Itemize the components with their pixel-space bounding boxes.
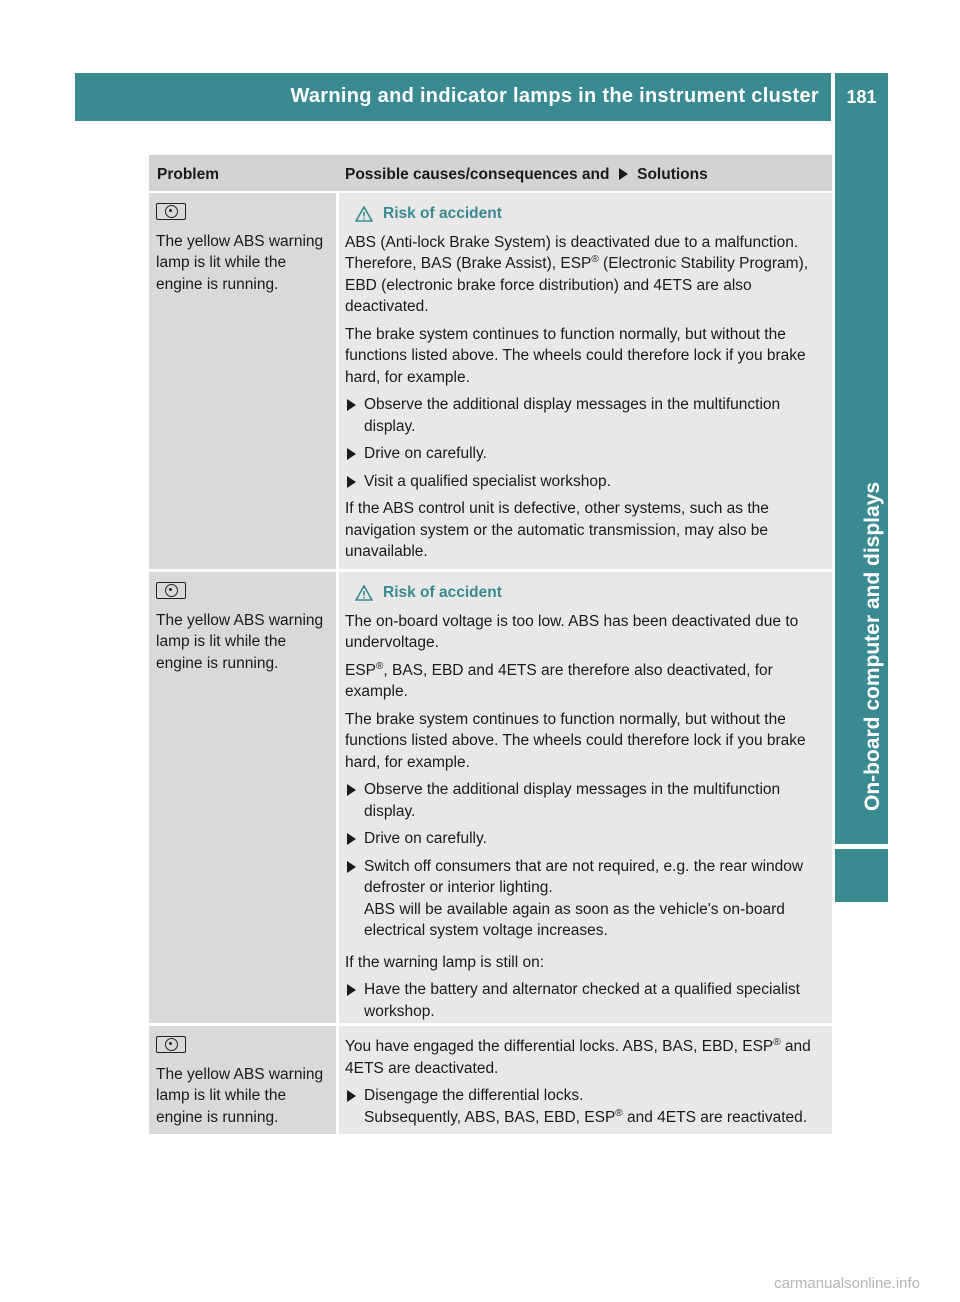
section-header-bar <box>75 73 831 121</box>
instruction-step <box>345 471 826 493</box>
problem-text: The yellow ABS warning lamp is lit while the engine is running. <box>156 611 324 672</box>
instruction-step <box>345 779 826 822</box>
instruction-step <box>345 443 826 465</box>
registered-mark: ® <box>591 253 599 265</box>
column-header-solutions-tail: Solutions <box>637 166 708 183</box>
watermark: carmanualsonline.info <box>774 1275 920 1292</box>
step-arrow-icon <box>347 861 356 873</box>
step-note-text: Subsequently, ABS, BAS, EBD, ESP <box>364 1108 616 1126</box>
warning-triangle-icon <box>355 206 373 222</box>
step-text: Drive on carefully. <box>364 830 487 847</box>
step-arrow-icon <box>347 1090 356 1102</box>
solution-cell <box>339 1026 832 1134</box>
registered-mark: ® <box>615 1107 623 1119</box>
instruction-step <box>345 979 826 1022</box>
column-header-problem: Problem <box>157 166 220 183</box>
consequence-paragraph: The brake system continues to function normally, but without the functions listed above. The wheels could therefore lock if you brake hard, for example. <box>345 325 806 386</box>
note-paragraph: If the ABS control unit is defective, other systems, such as the navigation system or the automatic transmission, may also be unavailable. <box>345 500 769 560</box>
warning-lamp-table <box>149 155 832 1134</box>
condition-paragraph: If the warning lamp is still on: <box>345 953 545 971</box>
step-text: Have the battery and alternator checked at a qualified specialist workshop. <box>364 981 800 1020</box>
risk-warning <box>355 203 826 225</box>
step-arrow-icon <box>347 448 356 460</box>
column-header-solutions <box>339 155 832 191</box>
cause-text-tail: (Electronic Stability Program), EBD (electronic brake force distribution) and 4ETS are also deactivated. <box>345 255 809 315</box>
registered-mark: ® <box>376 660 384 672</box>
problem-cell <box>149 1026 336 1134</box>
cause-paragraph <box>345 1036 826 1079</box>
problem-cell <box>149 572 336 1023</box>
table-header <box>149 155 832 193</box>
solution-cell <box>339 193 832 569</box>
step-text: Drive on carefully. <box>364 445 487 462</box>
step-arrow-icon <box>347 476 356 488</box>
arrow-icon <box>619 168 628 180</box>
table-row <box>149 193 832 572</box>
problem-text: The yellow ABS warning lamp is lit while the engine is running. <box>156 1065 324 1126</box>
step-note-text: ABS will be available again as soon as the vehicle's on-board electrical system voltage increases. <box>364 900 785 939</box>
chapter-side-tab <box>835 121 888 844</box>
section-title: Warning and indicator lamps in the instrument cluster <box>290 85 819 107</box>
cause-paragraph <box>345 232 826 318</box>
step-main-text: Disengage the differential locks. <box>364 1087 584 1104</box>
registered-mark: ® <box>773 1036 781 1048</box>
page-number: 181 <box>846 87 877 107</box>
problem-text: The yellow ABS warning lamp is lit while the engine is running. <box>156 232 324 293</box>
step-arrow-icon <box>347 984 356 996</box>
step-arrow-icon <box>347 784 356 796</box>
table-row <box>149 1026 832 1134</box>
cause-paragraph: The on-board voltage is too low. ABS has been deactivated due to undervoltage. <box>345 612 799 651</box>
risk-warning <box>355 582 826 604</box>
step-arrow-icon <box>347 833 356 845</box>
side-marker-square <box>835 849 888 902</box>
table-row <box>149 572 832 1026</box>
step-main-text: Switch off consumers that are not required, e.g. the rear window defroster or interior lighting. <box>364 857 804 896</box>
instruction-step <box>345 394 826 437</box>
note-paragraph: The brake system continues to function normally, but without the functions listed above. The wheels could therefore lock if you brake hard, for example. <box>345 710 806 771</box>
chapter-tab-label: On-board computer and displays <box>861 481 884 811</box>
problem-cell <box>149 193 336 569</box>
step-text: Observe the additional display messages in the multifunction display. <box>364 396 781 435</box>
abs-warning-lamp-icon <box>156 582 186 599</box>
instruction-step <box>345 856 826 942</box>
step-text <box>364 856 826 942</box>
risk-warning-label: Risk of accident <box>383 205 502 222</box>
cause-text: ABS (Anti-lock Brake System) is deactivated due to a malfunction. Therefore, BAS (Brake Assist), ESP <box>345 233 799 272</box>
consequence-text-tail: , BAS, EBD and 4ETS are therefore also deactivated, for example. <box>345 661 773 700</box>
step-arrow-icon <box>347 399 356 411</box>
column-header-solutions-label: Possible causes/consequences and <box>345 166 610 183</box>
risk-warning-label: Risk of accident <box>383 584 502 601</box>
abs-warning-lamp-icon <box>156 203 186 220</box>
page-number-box <box>835 73 888 121</box>
consequence-text: ESP <box>345 661 377 679</box>
instruction-step <box>345 828 826 850</box>
warning-triangle-icon <box>355 585 373 601</box>
instruction-step <box>345 1085 826 1128</box>
cause-text-tail: and 4ETS are deactivated. <box>345 1038 811 1077</box>
abs-warning-lamp-icon <box>156 1036 186 1053</box>
step-text: Observe the additional display messages in the multifunction display. <box>364 781 781 820</box>
step-note-tail: and 4ETS are reactivated. <box>622 1108 808 1126</box>
consequence-paragraph <box>345 660 826 703</box>
cause-text: You have engaged the differential locks. ABS, BAS, EBD, ESP <box>345 1038 774 1055</box>
step-text: Visit a qualified specialist workshop. <box>364 472 611 490</box>
solution-cell <box>339 572 832 1023</box>
step-text <box>364 1085 826 1128</box>
